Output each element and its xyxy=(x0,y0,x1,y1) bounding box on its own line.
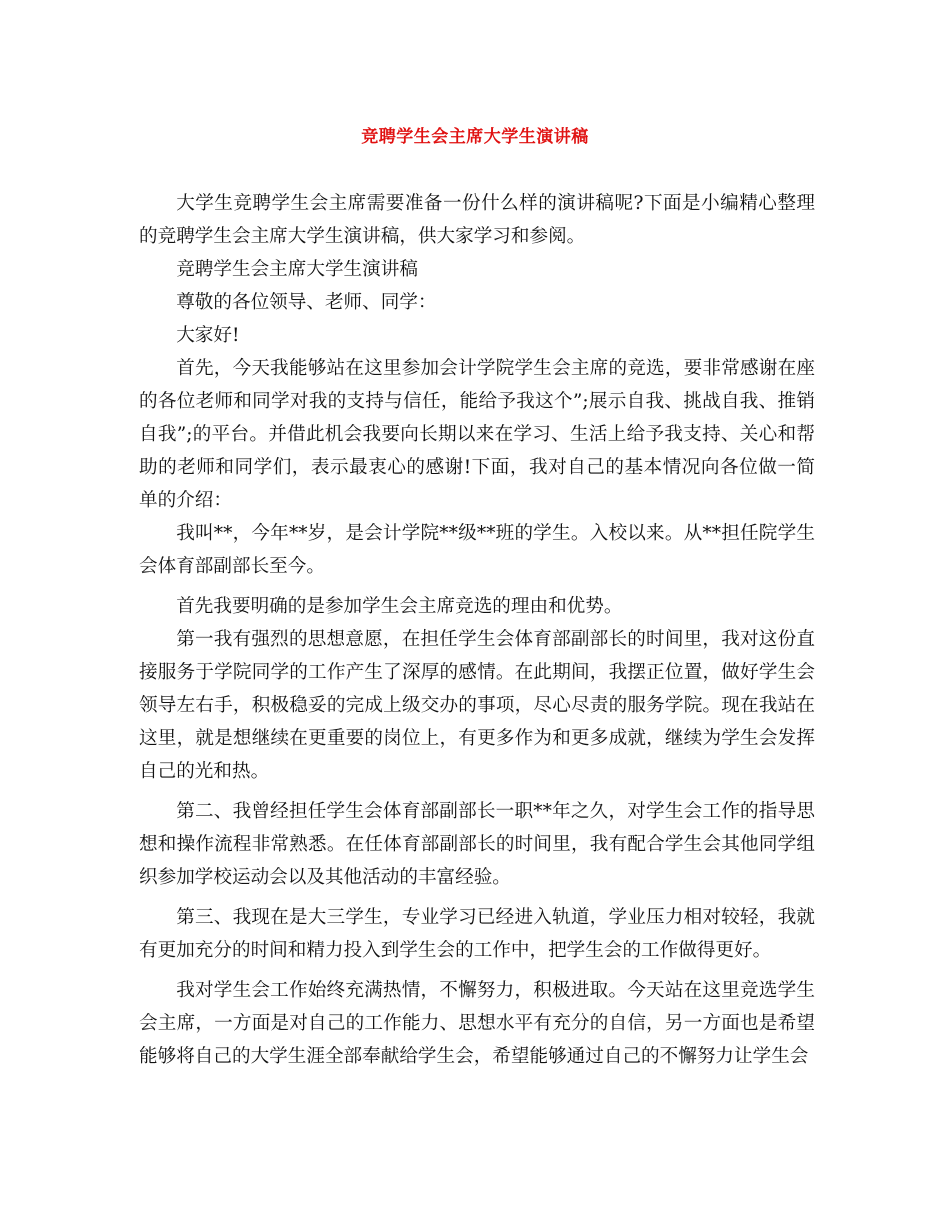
reasons-paragraph: 首先我要明确的是参加学生会主席竞选的理由和优势。 xyxy=(176,596,623,617)
opening-paragraph: 首先，今天我能够站在这里参加会计学院学生会主席的竞选，要非常感谢在座的各位老师和同学对我的支持与信任，能给予我这个”;展示自我、挑战自我、推销自我”;的平台。并借此机会我要向长期以来在学习、生活上给予我支持、关心和帮助的老师和同学们，表示最衷心的感谢!下面，我对自己的基本情况向各位做一简单的介绍： xyxy=(139,358,815,511)
self-introduction-paragraph: 我叫**，今年**岁，是会计学院**级**班的学生。入校以来。从**担任院学生会体育部副部长至今。 xyxy=(139,523,815,577)
greeting: 大家好! xyxy=(176,325,240,346)
second-reason-paragraph: 第二、我曾经担任学生会体育部副部长一职**年之久，对学生会工作的指导思想和操作流程非常熟悉。在任体育部副部长的时间里，我有配合学生会其他同学组织参加学校运动会以及其他活动的丰富经验。 xyxy=(139,801,815,888)
first-reason-paragraph: 第一我有强烈的思想意愿，在担任学生会体育部副部长的时间里，我对这份直接服务于学院同学的工作产生了深厚的感情。在此期间，我摆正位置，做好学生会领导左右手，积极稳妥的完成上级交办的事项，尽心尽责的服务学院。现在我站在这里，就是想继续在更重要的岗位上，有更多作为和更多成就，继续为学生会发挥自己的光和热。 xyxy=(139,629,815,782)
document-title: 竞聘学生会主席大学生演讲稿 xyxy=(361,127,589,147)
intro-paragraph: 大学生竞聘学生会主席需要准备一份什么样的演讲稿呢?下面是小编精心整理的竞聘学生会主席大学生演讲稿，供大家学习和参阅。 xyxy=(139,193,815,247)
speech-heading: 竞聘学生会主席大学生演讲稿 xyxy=(176,259,418,280)
third-reason-paragraph: 第三、我现在是大三学生，专业学习已经进入轨道，学业压力相对较轻，我就有更加充分的时间和精力投入到学生会的工作中，把学生会的工作做得更好。 xyxy=(139,907,815,961)
salutation: 尊敬的各位领导、老师、同学： xyxy=(176,292,437,313)
document-body xyxy=(139,187,815,1073)
commitment-paragraph: 我对学生会工作始终充满热情，不懈努力，积极进取。今天站在这里竞选学生会主席，一方面是对自己的工作能力、思想水平有充分的自信，另一方面也是希望能够将自己的大学生涯全部奉献给学生会，希望能够通过自己的不懈努力让学生会 xyxy=(139,980,815,1067)
